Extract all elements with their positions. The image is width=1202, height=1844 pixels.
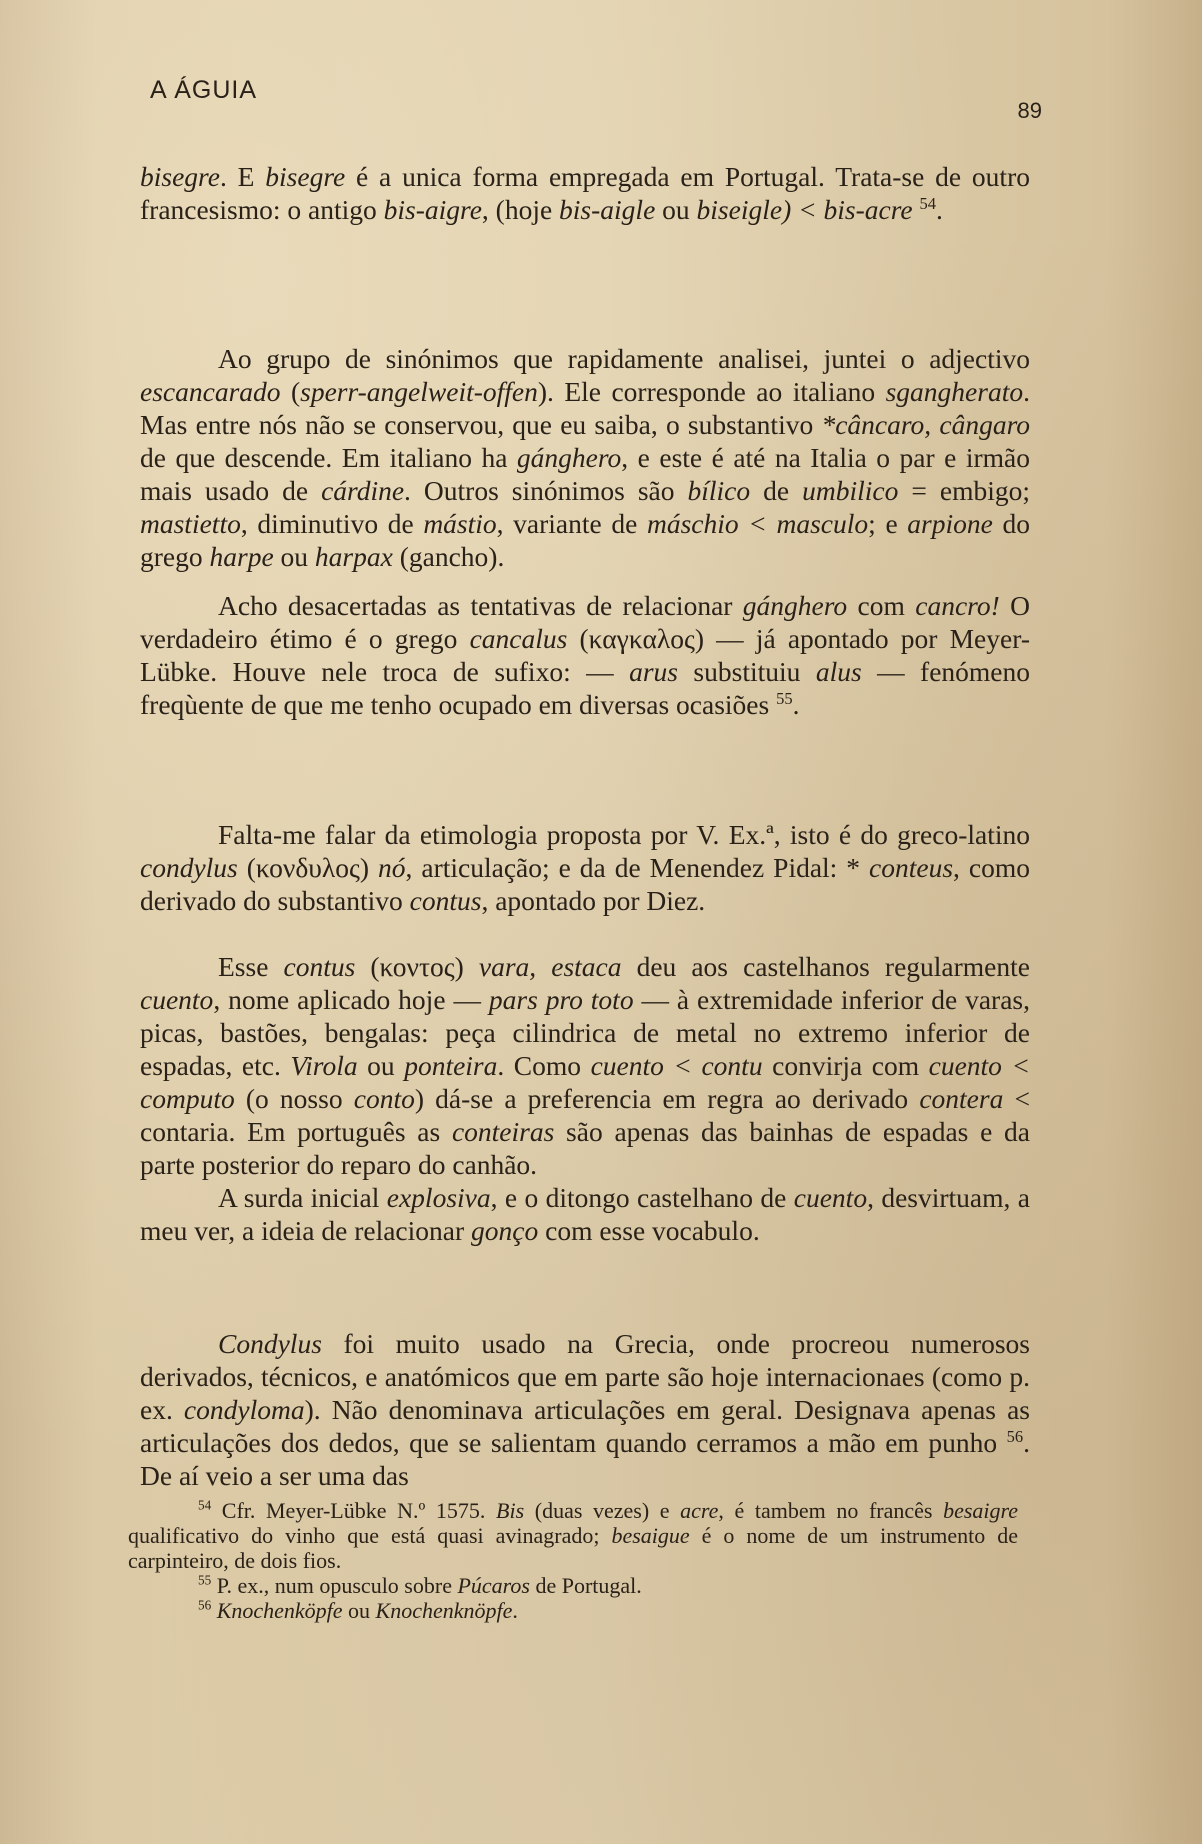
text-run: ). Ele corresponde ao italiano (537, 376, 886, 407)
italic-text: gánghero (742, 590, 848, 621)
footnote-fn55 (128, 1573, 1018, 1598)
paragraph-p6 (140, 1181, 1030, 1247)
italic-text: Knochenköpfe (216, 1598, 343, 1623)
paragraph-text (140, 950, 1030, 1181)
italic-text: bisegre (140, 161, 220, 192)
italic-text: ponteira (404, 1050, 498, 1081)
italic-text: harpax (314, 541, 393, 572)
text-run: , e o ditongo castelhano de (490, 1182, 794, 1213)
text-run: = embigo; (898, 475, 1030, 506)
text-run: . De aí veio a ser uma das (140, 1427, 1030, 1491)
text-run: foi muito usado na Grecia, onde procreou numerosos derivados, técnicos, e anatómicos que em parte são hoje internacionaes (como p. ex. (140, 1328, 1030, 1425)
italic-text: gonço (471, 1215, 539, 1246)
italic-text: condyloma (183, 1394, 305, 1425)
text-run: < contaria. Em português as (140, 1083, 1030, 1147)
italic-text: arpione (907, 508, 993, 539)
text-run: substituiu (677, 656, 816, 687)
italic-text: nó (378, 852, 406, 883)
italic-text: acre (680, 1498, 719, 1523)
italic-text: cuento (140, 984, 214, 1015)
text-run: ) dá-se a preferencia em regra ao derivado (414, 1083, 920, 1114)
footnotes (128, 1498, 1018, 1623)
italic-text: sgangherato (885, 376, 1024, 407)
italic-text: besaigre (943, 1498, 1019, 1523)
italic-text: cuento < computo (140, 1050, 1031, 1114)
italic-text: mastietto (140, 508, 241, 539)
text-run: — à extremidade inferior de varas, picas, bastões, bengalas: peça cilindrica de metal no extremo inferior de espadas, etc. (140, 984, 1031, 1081)
text-run: , variante de (496, 508, 647, 539)
italic-text: escancarado (140, 376, 281, 407)
text-run: A surda inicial (218, 1182, 387, 1213)
text-run: (κοντος) (355, 951, 479, 982)
footnote-ref: 56 (198, 1597, 212, 1613)
footnote-ref: 55 (776, 688, 793, 708)
text-run: (duas vezes) e (524, 1498, 681, 1523)
italic-text: mástio (423, 508, 497, 539)
text-run: . Como (497, 1050, 591, 1081)
page-header (150, 76, 1042, 123)
running-head: A ÁGUIA (150, 76, 258, 104)
text-run: de (750, 475, 803, 506)
italic-text: máschio < masculo (646, 508, 869, 539)
text-run: é a unica forma empregada em Portugal. Trata-se de outro francesismo: o antigo (140, 161, 1030, 225)
text-run: ( (280, 376, 301, 407)
italic-text: arus (629, 656, 678, 687)
italic-text: Púcaros (457, 1573, 530, 1598)
italic-text: contera (919, 1083, 1004, 1114)
footnote-ref: 55 (198, 1572, 212, 1588)
italic-text: Knochenknöpfe (375, 1598, 513, 1623)
text-run: P. ex., num opusculo sobre (211, 1573, 458, 1598)
italic-text: besaigue (611, 1523, 690, 1548)
paragraph-text (140, 1181, 1030, 1247)
paragraph-p1 (140, 160, 1030, 226)
italic-text: *câncaro, cângaro (821, 409, 1031, 440)
italic-text: bis-aigre (383, 194, 482, 225)
text-run: , desvirtuam, a meu ver, a ideia de relacionar (140, 1182, 1030, 1246)
footnote-fn54 (128, 1498, 1018, 1573)
text-run: é o nome de um instrumento de carpinteiro, de dois fios. (128, 1523, 1019, 1573)
text-run: com (847, 590, 916, 621)
text-run: Falta-me falar da etimologia proposta por V. Ex.ª, isto é do greco-latino (218, 819, 1030, 850)
italic-text: contus (283, 951, 356, 982)
text-run: (o nosso (234, 1083, 354, 1114)
italic-text: cárdine (321, 475, 405, 506)
text-run: ou (342, 1598, 376, 1623)
text-run: Acho desacertadas as tentativas de relacionar (218, 590, 743, 621)
text-run: . Mas entre nós não se conservou, que eu saiba, o substantivo (140, 376, 1030, 440)
text-run: . Outros sinónimos são (404, 475, 688, 506)
text-run: , diminutivo de (240, 508, 424, 539)
italic-text: vara, estaca (478, 951, 622, 982)
paragraph-p4 (140, 818, 1030, 917)
paragraph-text (140, 589, 1030, 721)
text-run: Ao grupo de sinónimos que rapidamente analisei, juntei o adjectivo (218, 343, 1030, 374)
italic-text: explosiva (386, 1182, 491, 1213)
italic-text: sperr-angelweit-offen (300, 376, 538, 407)
italic-text: Virola (290, 1050, 358, 1081)
italic-text: bílico (687, 475, 751, 506)
text-run: de Portugal. (529, 1573, 642, 1598)
paragraph-p7 (140, 1327, 1030, 1492)
text-run: convirja com (762, 1050, 929, 1081)
paragraph-text (140, 342, 1030, 573)
italic-text: umbilico (802, 475, 899, 506)
italic-text: Bis (496, 1498, 525, 1523)
italic-text: Condylus (218, 1328, 322, 1359)
text-run: . (936, 194, 943, 225)
text-run: (καγκαλος) — já apontado por Meyer-Lübke. Houve nele troca de sufixo: — (140, 623, 1030, 687)
text-run: ou (357, 1050, 405, 1081)
text-run: ). Não denominava articulações em geral. Designava apenas as articulações dos dedos, que se salientam quando cerramos a mão em punho (140, 1394, 1030, 1458)
italic-text: cuento (793, 1182, 868, 1213)
italic-text: bisegre (265, 161, 346, 192)
paragraph-text (140, 818, 1030, 917)
italic-text: conteus (869, 852, 954, 883)
text-run: com esse vocabulo. (538, 1215, 760, 1246)
italic-text: condylus (140, 852, 238, 883)
text-run: do grego (140, 508, 1031, 572)
italic-text: pars pro toto (488, 984, 634, 1015)
text-run: qualificativo do vinho que está quasi avinagrado; (128, 1523, 612, 1548)
footnote-ref: 54 (919, 193, 937, 213)
text-run: são apenas das bainhas de espadas e da parte posterior do reparo do canhão. (140, 1116, 1031, 1180)
paragraph-text (140, 160, 1030, 226)
text-run: . E (219, 161, 266, 192)
text-run: ou (655, 194, 697, 225)
italic-text: biseigle) < bis-acre (696, 194, 913, 225)
text-run: , é tambem no francês (718, 1498, 944, 1523)
text-run: , apontado por Diez. (481, 885, 706, 916)
italic-text: harpe (209, 541, 274, 572)
italic-text: gánghero (516, 442, 622, 473)
text-run: , articulação; e da de Menendez Pidal: * (405, 852, 870, 883)
text-run: — fenómeno freqùente de que me tenho ocupado em diversas ocasiões (140, 656, 1030, 720)
italic-text: cancalus (469, 623, 568, 654)
paragraph-p5 (140, 950, 1030, 1181)
text-run: Esse (218, 951, 284, 982)
footnote-ref: 54 (198, 1497, 212, 1513)
text-run: de que descende. Em italiano ha (140, 442, 517, 473)
text-run: ou (273, 541, 315, 572)
text-run: Cfr. Meyer-Lübke N.º 1575. (211, 1498, 497, 1523)
italic-text: alus (815, 656, 862, 687)
paragraph-p3 (140, 589, 1030, 721)
italic-text: conteiras (451, 1116, 555, 1147)
paragraph-text (140, 1327, 1030, 1492)
text-run: , como derivado do substantivo (140, 852, 1030, 916)
text-run: , e este é até na Italia o par e irmão mais usado de (140, 442, 1030, 506)
italic-text: cancro! (915, 590, 1000, 621)
text-run (913, 194, 920, 225)
text-run: . (792, 689, 800, 720)
text-run: O verdadeiro étimo é o grego (140, 590, 1030, 654)
footnote-ref: 56 (1006, 1426, 1024, 1446)
text-run: , nome aplicado hoje — (213, 984, 489, 1015)
text-run: (gancho). (392, 541, 505, 572)
footnote-fn56 (128, 1598, 1018, 1623)
text-run: ; e (868, 508, 908, 539)
paragraph-p2 (140, 342, 1030, 573)
page-number: 89 (1017, 98, 1042, 123)
text-run: deu aos castelhanos regularmente (621, 951, 1030, 982)
italic-text: bis-aigle (559, 194, 656, 225)
italic-text: cuento < contu (590, 1050, 763, 1081)
italic-text: contus (409, 885, 482, 916)
italic-text: conto (353, 1083, 415, 1114)
text-run: (κονδυλος) (237, 852, 379, 883)
text-run: , (hoje (481, 194, 560, 225)
text-run: . (512, 1598, 518, 1623)
